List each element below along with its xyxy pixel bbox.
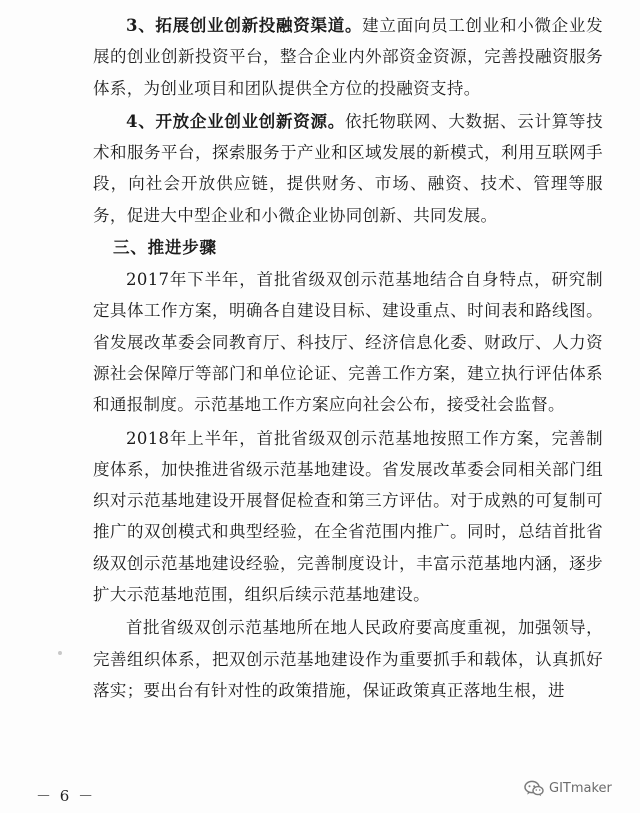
paragraph-item-4 — [93, 106, 603, 231]
document-body — [93, 10, 603, 706]
paragraph-lead: 4、开放企业创业创新资源。 — [126, 111, 345, 131]
step-paragraph-2018: 2018年上半年，首批省级双创示范基地按照工作方案，完善制度体系，加快推进省级示范基地建设。省发展改革委会同相关部门组织对示范基地建设开展督促检查和第三方评估。对于成熟的可复制可推广的双创模式和典型经验，在全省范围内推广。同时，总结首批省级双创示范基地建设经验，完善制度设计，丰富示范基地内涵，逐步扩大示范基地范围，组织后续示范基地建设。 — [93, 428, 603, 605]
step-paragraph-local-government: 首批省级双创示范基地所在地人民政府要高度重视，加强领导，完善组织体系，把双创示范基地建设作为重要抓手和载体，认真抓好落实；要出台有针对性的政策措施，保证政策真正落地生根，进 — [93, 618, 603, 700]
section-heading: 三、推进步骤 — [113, 238, 217, 258]
paragraph-lead: 3、拓展创业创新投融资渠道。 — [126, 16, 363, 35]
paragraph-text: 依托物联网、大数据、云计算等技术和服务平台，探索服务于产业和区域发展的新模式，利用互联网手段，向社会开放供应链，提供财务、市场、融资、技术、管理等服务，促进大中型企业和小微企业协同创新、共同发展。 — [93, 111, 604, 225]
page-number: － 6 － — [36, 787, 96, 805]
step-paragraph-2017: 2017年下半年，首批省级双创示范基地结合自身特点，研究制定具体工作方案，明确各自建设目标、建设重点、时间表和路线图。省发展改革委会同教育厅、科技厅、经济信息化委、财政厅、人力资源社会保障厅等部门和单位论证、完善工作方案，建立执行评估体系和通报制度。示范基地工作方案应向社会公布，接受社会监督。 — [93, 270, 603, 415]
wechat-icon — [524, 780, 544, 797]
watermark-text: GITmaker — [549, 781, 612, 796]
paragraph-item-3 — [93, 10, 603, 104]
scan-dot — [58, 651, 62, 655]
watermark — [524, 780, 612, 797]
paragraph-text: 建立面向员工创业和小微企业发展的创业创新投资平台，整合企业内外部资金资源，完善投融资服务体系，为创业项目和团队提供全方位的投融资支持。 — [93, 16, 603, 98]
